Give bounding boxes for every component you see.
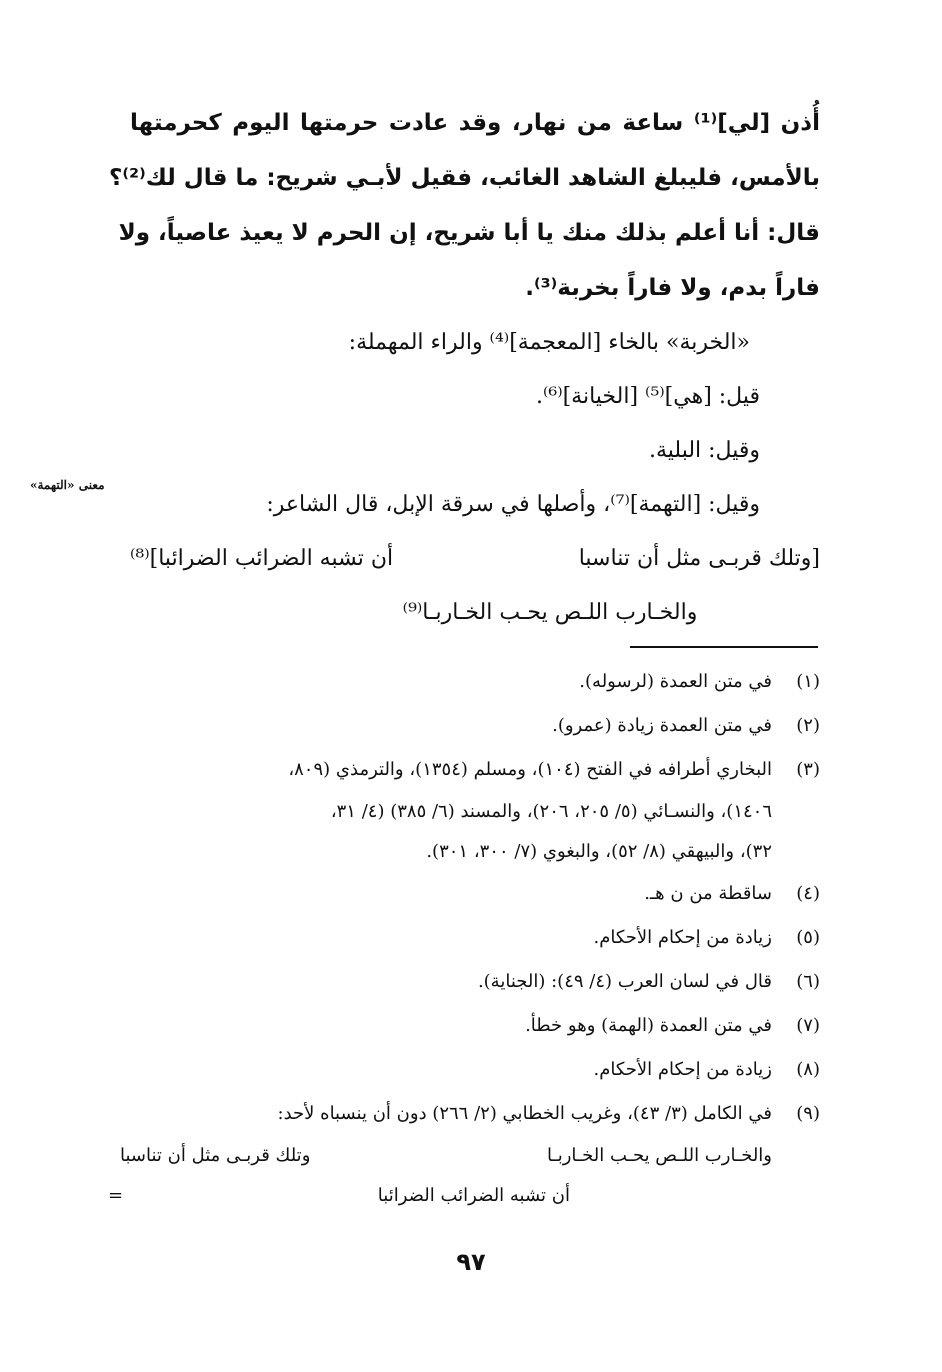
footnote-2 — [120, 704, 820, 748]
verse-hemistich-right: والخـارب اللـص يحـب الخـاربـا — [546, 1145, 772, 1166]
hadith-line-2: بالأمس، فليبلغ الشاهد الغائب، فقيل لأبـي شريح: ما قال لك⁽²⁾؟ — [109, 165, 820, 191]
footnote-7 — [120, 1004, 820, 1048]
hadith-line-4: فاراً بدم، ولا فاراً بخربة⁽³⁾. — [525, 275, 820, 301]
footnote-6 — [120, 960, 820, 1004]
footnote-number: (٧) — [796, 1015, 820, 1036]
poem-hemistich-right: [وتلك قربـى مثل أن تناسبا — [578, 546, 820, 571]
footnotes — [108, 660, 820, 1216]
main-text — [109, 96, 820, 640]
page-number: ٩٧ — [456, 1248, 486, 1276]
footnote-text: في متن العمدة (لرسوله). — [579, 671, 772, 692]
continuation-mark: = — [108, 1185, 124, 1206]
verse-hemistich-left: وتلك قربـى مثل أن تناسبا — [120, 1145, 311, 1166]
footnote-text: زيادة من إحكام الأحكام. — [593, 1059, 772, 1080]
hadith-line-1: أُذن [لي]⁽¹⁾ ساعة من نهار، وقد عادت حرمتها اليوم كحرمتها — [130, 110, 820, 136]
margin-note: معنى «التهمة» — [30, 478, 105, 492]
poem-verse-1 — [130, 532, 820, 586]
hadith-line-3: قال: أنا أعلم بذلك منك يا أبا شريح، إن الحرم لا يعيذ عاصياً، ولا — [118, 220, 820, 246]
commentary-line-2: قيل: [هي]⁽⁵⁾ [الخيانة]⁽⁶⁾. — [535, 384, 760, 409]
footnote-number: (٦) — [796, 971, 820, 992]
footnote-text: في متن العمدة زيادة (عمرو). — [552, 715, 772, 736]
footnote-number: (٣) — [796, 759, 820, 780]
commentary-line-4: وقيل: [التهمة]⁽⁷⁾، وأصلها في سرقة الإبل، قال الشاعر: — [266, 492, 760, 517]
commentary-line-3: وقيل: البلية. — [648, 438, 760, 463]
poem-verse-2: والخـارب اللـص يحـب الخـاربـا⁽⁹⁾ — [402, 600, 698, 625]
poem-hemistich-left: أن تشبه الضرائب الضرائبا]⁽⁸⁾ — [130, 546, 394, 571]
footnote-4 — [120, 872, 820, 916]
footnote-number: (١) — [796, 671, 820, 692]
footnote-8 — [120, 1048, 820, 1092]
footnote-3-continuation-1: ١٤٠٦)، والنسـائي (٥/ ٢٠٥، ٢٠٦)، والمسند (٦/ ٣٨٥) (٤/ ٣١، — [330, 801, 772, 822]
footnote-text: البخاري أطرافه في الفتح (١٠٤)، ومسلم (١٣٥٤)، والترمذي (٨٠٩، — [288, 759, 772, 780]
footnote-9-verse-2 — [108, 1176, 820, 1216]
footnote-text: زيادة من إحكام الأحكام. — [593, 927, 772, 948]
footnote-text: ساقطة من ن هـ. — [644, 883, 772, 904]
footnote-3-continuation-2: ٣٢)، والبيهقي (٨/ ٥٢)، والبغوي (٧/ ٣٠٠، ٣٠١). — [426, 841, 772, 862]
footnote-1 — [120, 660, 820, 704]
footnote-3 — [120, 748, 820, 792]
footnote-number: (٨) — [796, 1059, 820, 1080]
footnote-text: قال في لسان العرب (٤/ ٤٩): (الجناية). — [477, 971, 772, 992]
verse-line-2: أن تشبه الضرائب الضرائبا — [377, 1185, 570, 1206]
footnote-text: في الكامل (٣/ ٤٣)، وغريب الخطابي (٢/ ٢٦٦) دون أن ينسباه لأحد: — [277, 1103, 772, 1124]
footnote-text: في متن العمدة (الهمة) وهو خطأ. — [525, 1015, 772, 1036]
commentary-line-1: «الخربة» بالخاء [المعجمة]⁽⁴⁾ والراء المهملة: — [348, 330, 750, 355]
footnote-number: (٥) — [796, 927, 820, 948]
footnote-5 — [120, 916, 820, 960]
footnote-number: (٩) — [796, 1103, 820, 1124]
footnote-separator — [630, 646, 818, 648]
footnote-number: (٢) — [796, 715, 820, 736]
footnote-9 — [120, 1092, 820, 1136]
footnote-number: (٤) — [796, 883, 820, 904]
footnote-9-verse — [120, 1136, 820, 1176]
